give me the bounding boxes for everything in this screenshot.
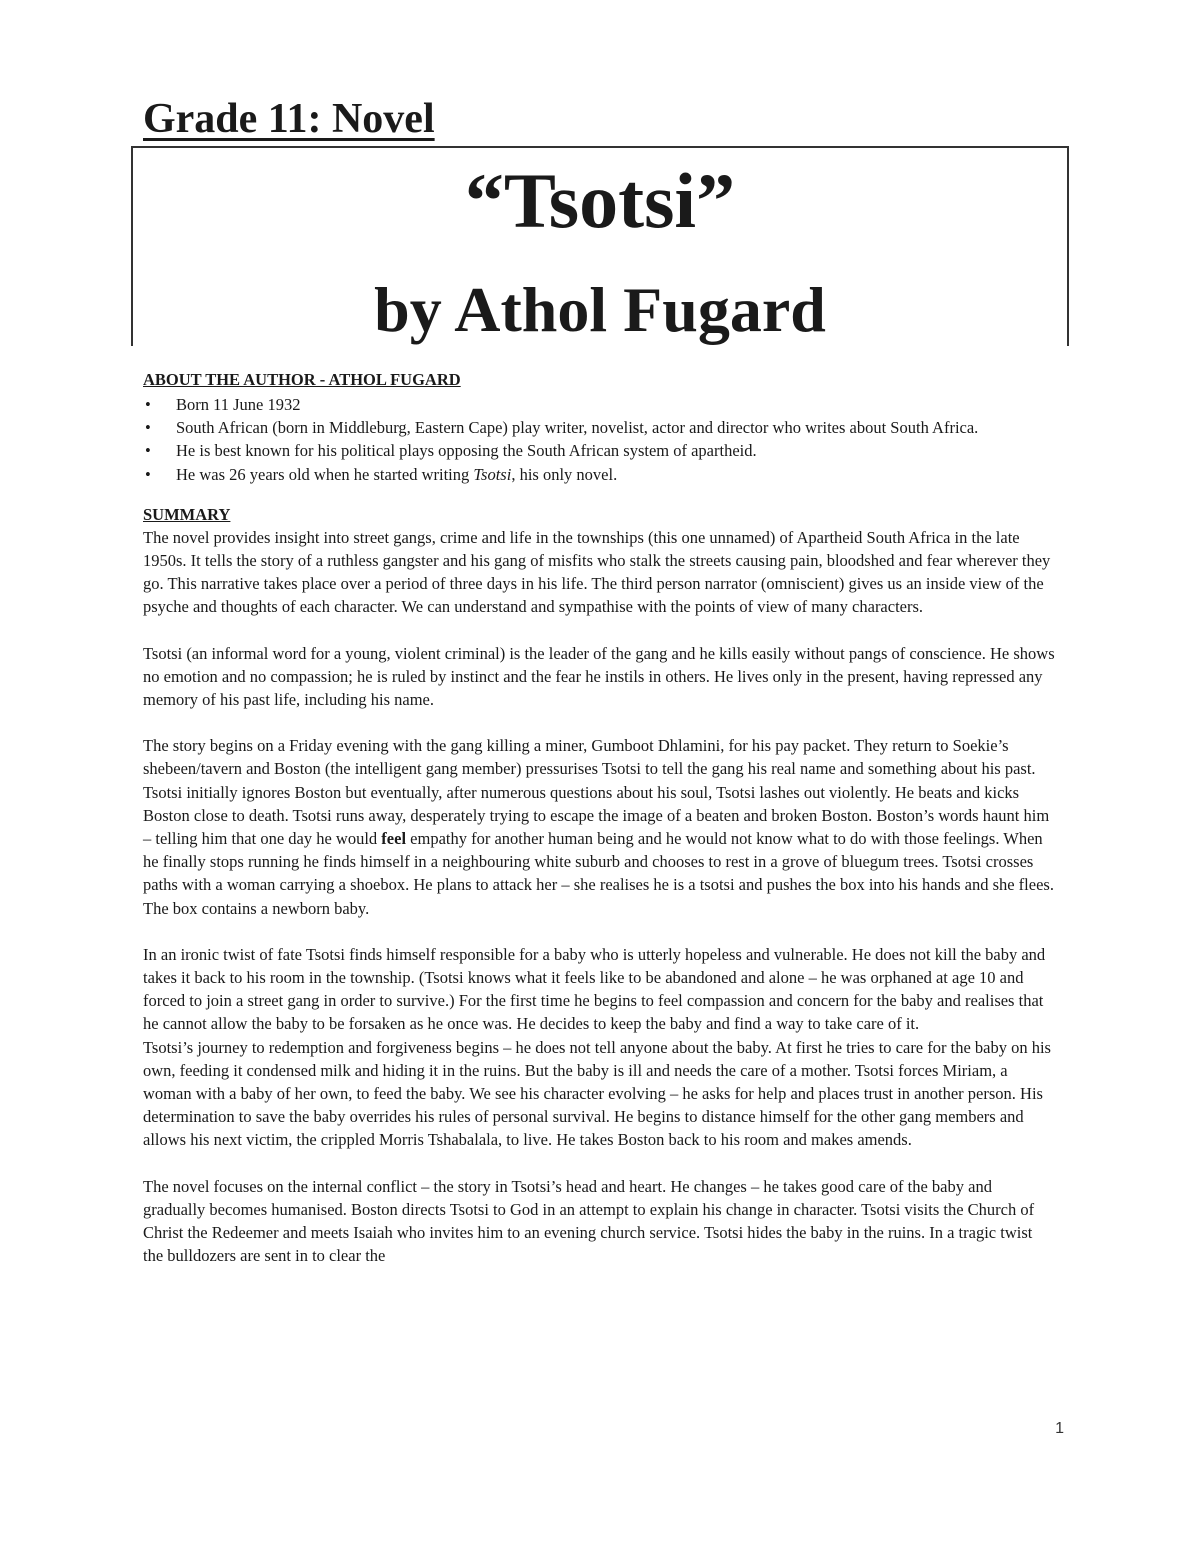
author-line: by Athol Fugard	[374, 274, 826, 345]
author-fact-text: He is best known for his political plays opposing the South African system of apartheid.	[176, 441, 757, 461]
summary-text-start: The story begins on a Friday evening with the gang killing a miner, Gumboot Dhlamini, for his pay packet. They return to Soekie’s shebeen/tavern and Boston (the intelligent gang member) pressurises Tsotsi to tell the gang his real name and something about his past. Tsotsi initially ignores Boston but eventually, after numerous questions about his soul, Tsotsi lashes out violently. He beats and kicks Boston close to death. Tsotsi runs away, desperately trying to escape the image of a beaten and broken Boston. Boston’s words haunt him – telling him that one day he would	[143, 736, 1050, 849]
novel-title: “Tsotsi”	[464, 157, 736, 244]
author-facts-list	[143, 393, 1055, 486]
document-body	[143, 368, 1055, 1268]
emphasis-feel: feel	[381, 829, 407, 849]
author-fact-text: Born 11 June 1932	[176, 395, 301, 414]
author-fact-text-end: , his only novel.	[511, 464, 618, 484]
summary-paragraph: The novel provides insight into street gangs, crime and life in the townships (this one unnamed) of Apartheid South Africa in the late 1950s. It tells the story of a ruthless gangster and his gang of misfits who stalk the streets causing pain, bloodshed and fear wherever they go. This narrative takes place over a period of three days in his life. The third person narrator (omniscient) gives us an inside view of the psyche and thoughts of each character. We can understand and sympathise with the points of view of many characters.	[143, 527, 1051, 617]
author-fact	[176, 463, 1055, 486]
author-fact	[176, 439, 1055, 462]
novel-title-italic: Tsotsi	[473, 464, 512, 484]
summary-heading: SUMMARY	[143, 504, 231, 524]
summary-paragraph: In an ironic twist of fate Tsotsi finds himself responsible for a baby who is utterly hopeless and vulnerable. He does not kill the baby and takes it back to his room in the township. (Tsotsi knows what it feels like to be abandoned and alone – he was orphaned at age 10 and forced to join a street gang in order to survive.) For the first time he begins to feel compassion and concern for the baby and realises that he cannot allow the baby to be forsaken as he once was. He decides to keep the baby and find a way to take care of it.	[143, 944, 1046, 1034]
summary-paragraph: Tsotsi’s journey to redemption and forgiveness begins – he does not tell anyone about the baby. At first he tries to care for the baby on his own, feeding it condensed milk and hiding it in the ruins. But the baby is ill and needs the care of a mother. Tsotsi forces Miriam, a woman with a baby of her own, to feed the baby. We see his character evolving – he asks for help and places trust in another person. His determination to save the baby overrides his rules of personal survival. He begins to distance himself for the other gang members and allows his next victim, the crippled Morris Tshabalala, to live. He takes Boston back to his room and makes amends.	[143, 1037, 1051, 1150]
author-fact-text-start: He was 26 years old when he started writing	[176, 464, 474, 484]
title-box	[131, 146, 1069, 346]
page-heading: Grade 11: Novel	[143, 96, 435, 142]
about-author-heading: ABOUT THE AUTHOR - ATHOL FUGARD	[143, 370, 461, 389]
summary-paragraph: Tsotsi (an informal word for a young, violent criminal) is the leader of the gang and he kills easily without pangs of conscience. He shows no emotion and no compassion; he is ruled by instinct and the fear he instils in others. He lives only in the present, having repressed any memory of his past life, including his name.	[143, 643, 1055, 710]
author-fact	[176, 416, 1055, 439]
summary-text-end: empathy for another human being and he would not know what to do with those feelings. When he finally stops running he finds himself in a neighbouring white suburb and chooses to rest in a grove of bluegum trees. Tsotsi crosses paths with a woman carrying a shoebox. He plans to attack her – she realises he is a tsotsi and pushes the box into his hands and she flees. The box contains a newborn baby.	[143, 829, 1054, 918]
summary-paragraph: The novel focuses on the internal conflict – the story in Tsotsi’s head and heart. He changes – he takes good care of the baby and gradually becomes humanised. Boston directs Tsotsi to God in an attempt to explain his change in character. Tsotsi visits the Church of Christ the Redeemer and meets Isaiah who invites him to an evening church service. Tsotsi hides the baby in the ruins. In a tragic twist the bulldozers are sent in to clear the	[143, 1176, 1035, 1266]
author-fact	[176, 393, 1055, 416]
author-fact-text: South African (born in Middleburg, Eastern Cape) play writer, novelist, actor and director who writes about South Africa.	[176, 418, 979, 438]
summary-paragraph	[143, 734, 1055, 920]
page-number: 1	[1055, 1420, 1064, 1437]
